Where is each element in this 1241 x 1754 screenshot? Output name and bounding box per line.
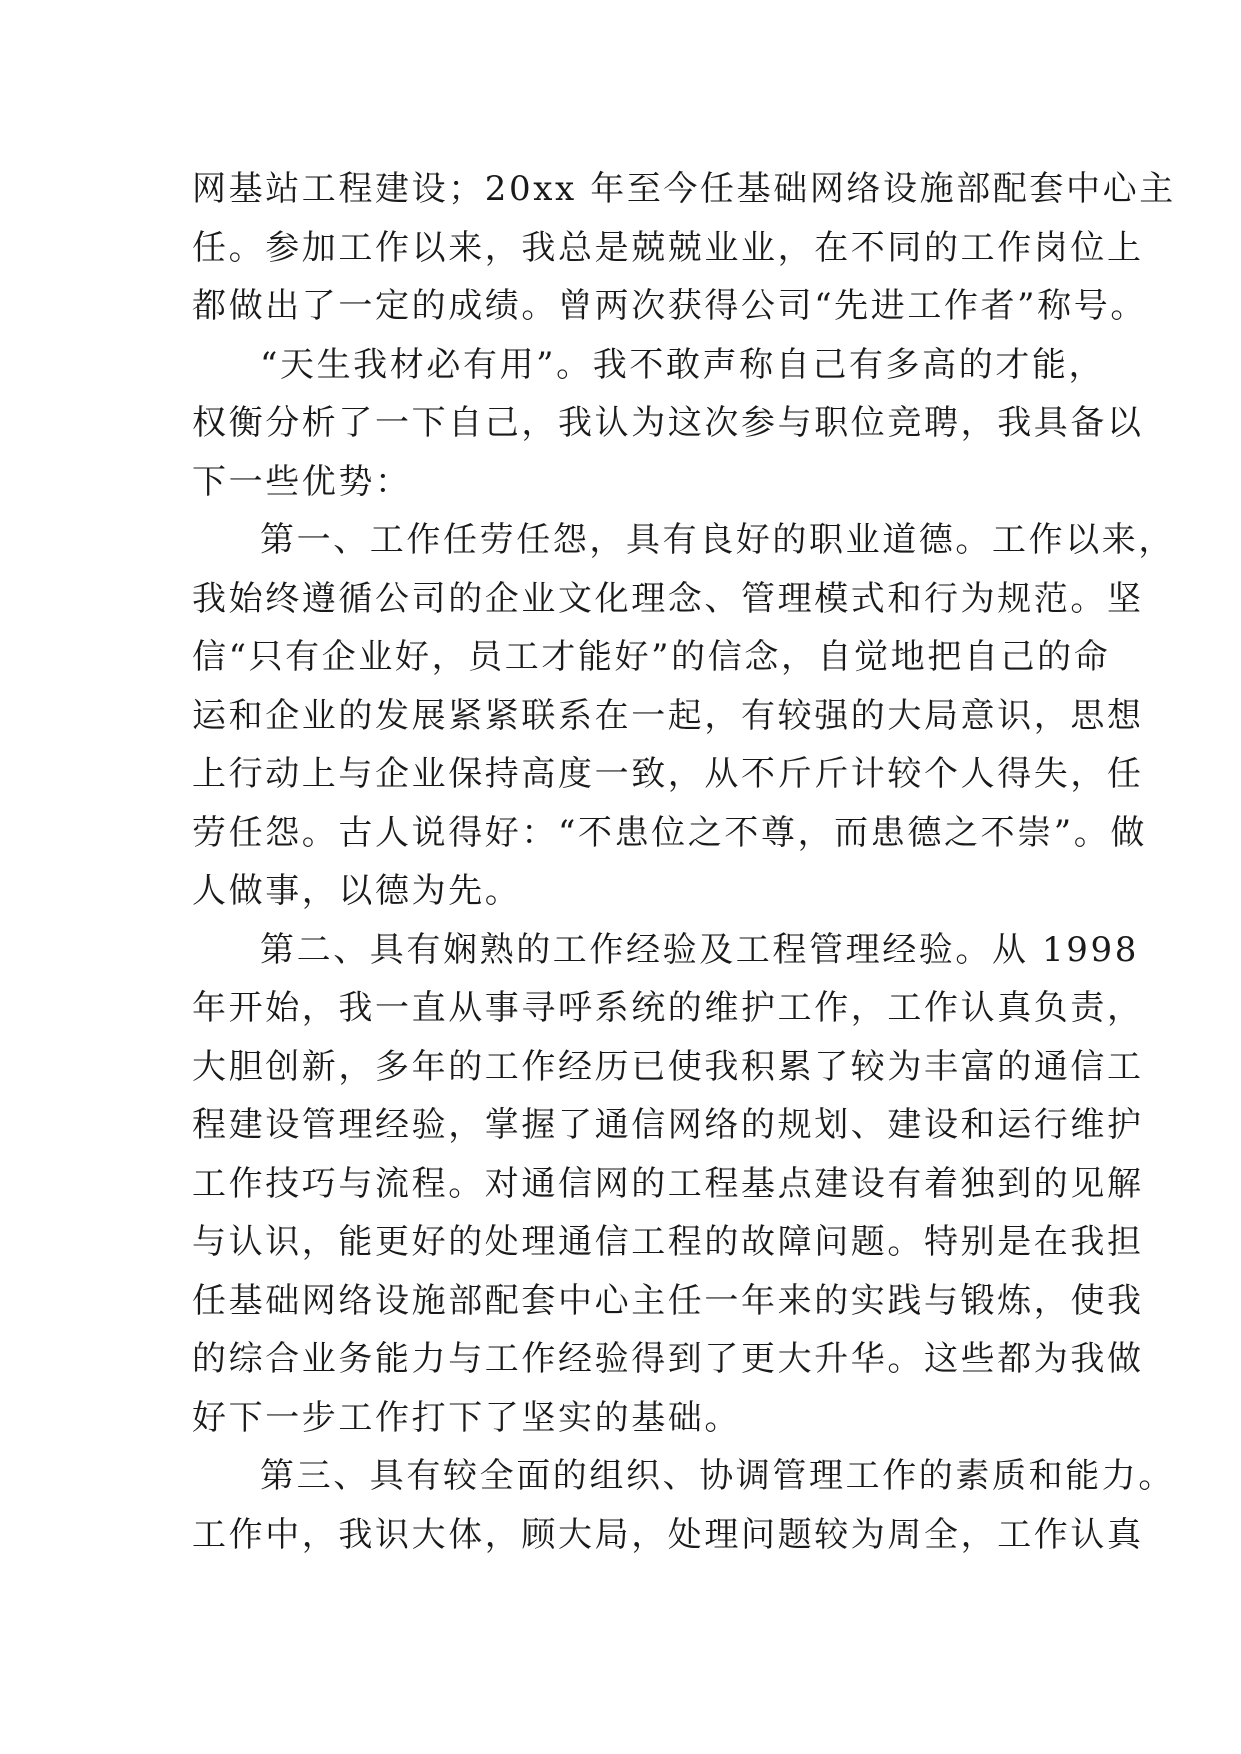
text-line: 劳任怨。古人说得好：“不患位之不尊，而患德之不崇”。做 — [192, 812, 1147, 853]
paragraph-first-line: “天生我材必有用”。我不敢声称自己有多高的才能， — [260, 344, 1106, 385]
text-line: 工作中，我识大体，顾大局，处理问题较为周全，工作认真 — [192, 1514, 1144, 1555]
document-body — [192, 160, 1176, 1564]
paragraph-first-line: 第二、具有娴熟的工作经验及工程管理经验。从 1998 — [260, 929, 1139, 970]
paragraph-first-line: 第三、具有较全面的组织、协调管理工作的素质和能力。 — [260, 1456, 1175, 1496]
text-line: 任。参加工作以来，我总是兢兢业业，在不同的工作岗位上 — [192, 227, 1144, 268]
text-line: 权衡分析了一下自己，我认为这次参与职位竞聘，我具备以 — [192, 403, 1144, 443]
text-line: 信“只有企业好，员工才能好”的信念，自觉地把自己的命 — [192, 637, 1111, 677]
text-line: 网基站工程建设；20xx 年至今任基础网络设施部配套中心主 — [192, 169, 1176, 209]
text-line: 工作技巧与流程。对通信网的工程基点建设有着独到的见解 — [192, 1163, 1144, 1204]
text-line: 我始终遵循公司的企业文化理念、管理模式和行为规范。坚 — [192, 578, 1144, 619]
text-line: 上行动上与企业保持高度一致，从不斤斤计较个人得失，任 — [192, 754, 1144, 794]
text-line: 都做出了一定的成绩。曾两次获得公司“先进工作者”称号。 — [192, 286, 1147, 326]
text-line: 下一些优势： — [192, 461, 412, 502]
text-line: 的综合业务能力与工作经验得到了更大升华。这些都为我做 — [192, 1339, 1144, 1379]
paragraph-first-line: 第一、工作任劳任怨，具有良好的职业道德。工作以来， — [260, 520, 1175, 560]
text-line: 人做事，以德为先。 — [192, 871, 522, 911]
text-line: 年开始，我一直从事寻呼系统的维护工作，工作认真负责， — [192, 988, 1144, 1028]
text-line: 运和企业的发展紧紧联系在一起，有较强的大局意识，思想 — [192, 695, 1144, 736]
text-line: 任基础网络设施部配套中心主任一年来的实践与锻炼，使我 — [192, 1280, 1144, 1321]
text-line: 与认识，能更好的处理通信工程的故障问题。特别是在我担 — [192, 1222, 1144, 1262]
text-line: 程建设管理经验，掌握了通信网络的规划、建设和运行维护 — [192, 1105, 1144, 1145]
text-line: 好下一步工作打下了坚实的基础。 — [192, 1397, 741, 1438]
text-line: 大胆创新，多年的工作经历已使我积累了较为丰富的通信工 — [192, 1046, 1144, 1087]
